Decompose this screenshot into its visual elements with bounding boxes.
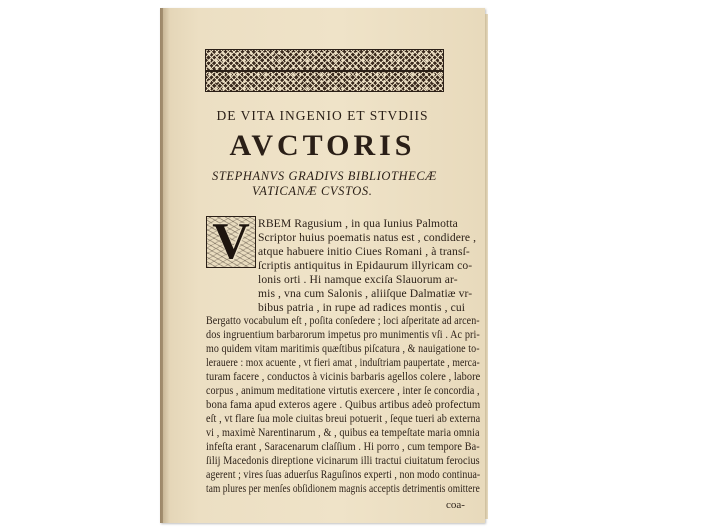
heading-line-4: VATICANÆ CVSTOS. (252, 184, 373, 198)
body-line: Bergatto vocabulum eſt , poſita conſedere ; loci aſperitate ad arcen- (206, 314, 480, 327)
body-line: mo quidem vitam maritimis quæſtibus piſcatura , & nauigatione to- (206, 342, 480, 355)
body-line: lonis orti . Hi namque exciſa Slauorum ar- (258, 273, 458, 286)
body-line: agerent ; vires ſuas aduerſus Raguſinos experti , non modo continua- (206, 468, 481, 481)
body-line: vi , maximè Narentinarum , & , quibus ea tempeſtate maria omnia (206, 426, 480, 439)
body-line: tam plures per menſes obſidionem magnis acceptis detrimentis omittere (206, 482, 480, 495)
heading-line-3: STEPHANVS GRADIVS BIBLIOTHECÆ (212, 169, 438, 183)
body-line: bibus patria , in rupe ad radices montis , cui (258, 301, 466, 314)
decorative-headpiece (205, 49, 444, 92)
body-line: mis , vna cum Salonis , aliiſque Dalmatiæ vr- (258, 287, 473, 300)
body-line: lerauere : mox acuente , vt fieri amat , induſtriam paupertate , merca- (206, 356, 480, 369)
body-line: eſt , vt flare ſua mole ciuitas breui potuerit , ſeque tueri ab externa (206, 412, 481, 425)
initial-letter: V (212, 216, 250, 268)
body-line: corpus , animum meditatione virtutis exercere , inter ſe concordia , (206, 384, 480, 397)
body-line: atque habuere initio Ciues Romani , à transſ- (258, 245, 470, 258)
body-line: ſcriptis antiquitus in Epidaurum illyricam co- (258, 259, 473, 272)
body-line: RBEM Ragusium , in qua Iunius Palmotta (258, 217, 458, 230)
page-edge (485, 14, 488, 519)
heading-line-1: DE VITA INGENIO ET STVDIIS (216, 108, 429, 123)
body-line: infeſta erant , Saracenarum claſſium . Hi porro , cum tempore Ba- (206, 440, 480, 453)
catchword: coa- (446, 499, 465, 511)
body-line: bona fama apud exteros agere . Quibus artibus adeò profectum (206, 398, 481, 411)
body-line: Scriptor huius poematis natus est , condidere , (258, 231, 477, 244)
body-line: ſilij Macedonis direptione vicinarum illi tractui ciuitatum ferocius (206, 454, 480, 467)
body-line: dos ingruentium barbarorum impetus pro munimentis vſi . Ac pri- (206, 328, 480, 341)
body-line: turam facere , conductos à vicinis barbaris agellos colere , labore (206, 370, 481, 383)
decorated-initial (206, 216, 256, 268)
book-page (160, 8, 485, 523)
heading-title: AVCTORIS (229, 129, 416, 162)
